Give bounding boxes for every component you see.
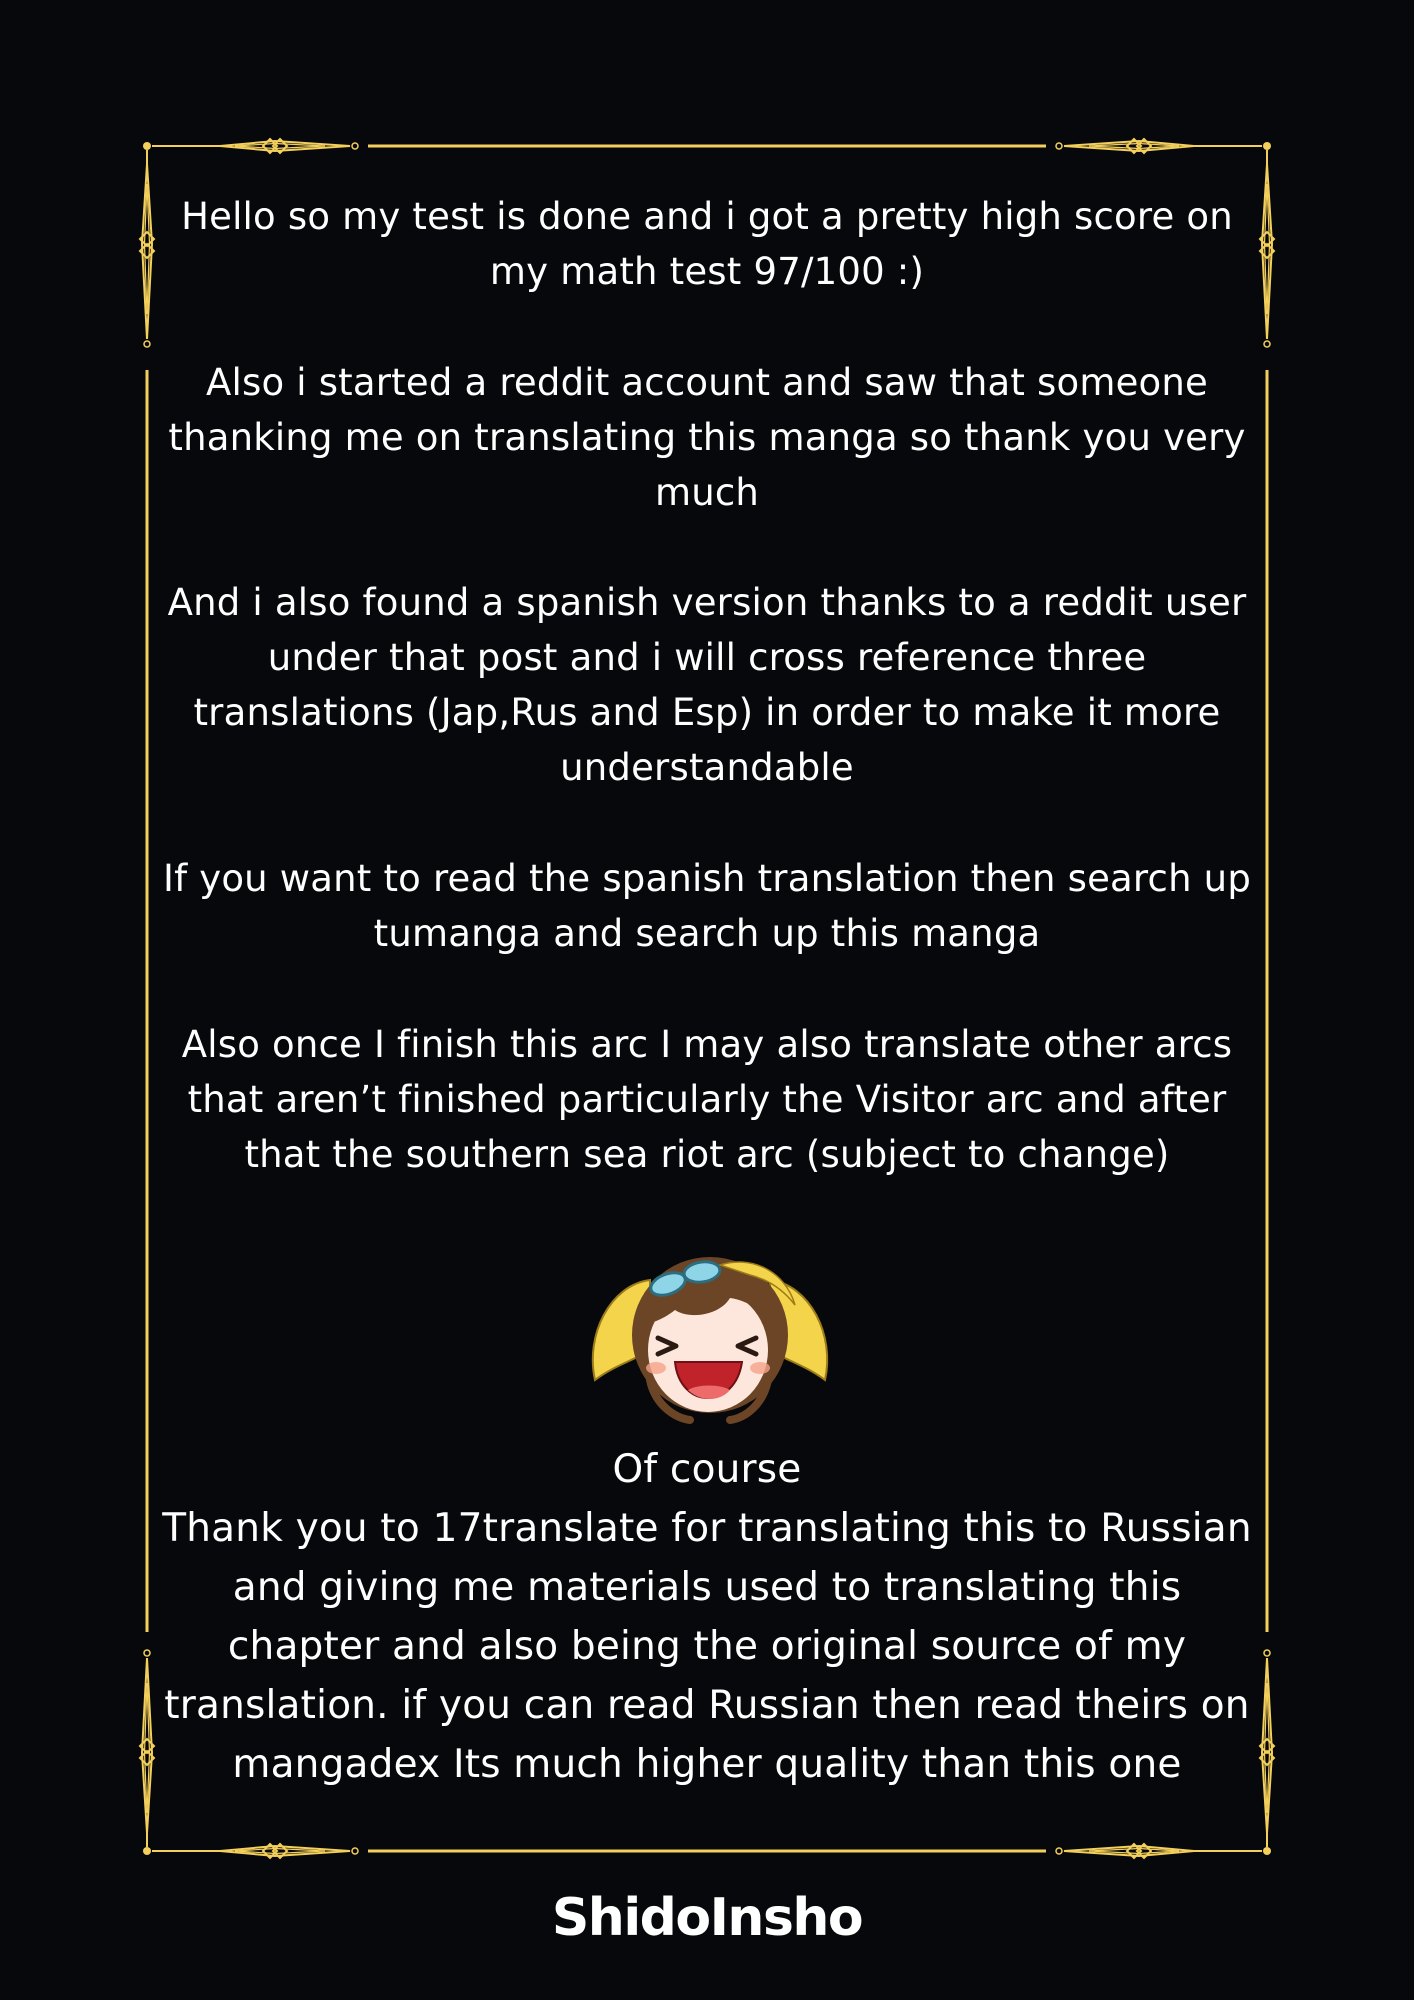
closing-heading: Of course [612, 1447, 802, 1492]
paragraph-spanish-translation-search: If you want to read the spanish translation then search up tumanga and search up this manga [162, 857, 1252, 955]
laughing-chibi-girl-icon [580, 1240, 840, 1425]
paragraph-future-arcs: Also once I finish this arc I may also translate other arcs that aren’t finished particularly the Visitor arc and after that the southern sea riot arc (subject to change) [181, 1023, 1233, 1176]
paragraph-spanish-version: And i also found a spanish version thanks to a reddit user under that post and i will cross reference three translations (Jap,Rus and Esp) in order to make it more understandable [167, 581, 1247, 789]
translator-signature: ShidoInsho [551, 1888, 863, 1948]
paragraph-test-score: Hello so my test is done and i got a pretty high score on my math test 97/100 :) [181, 195, 1233, 293]
closing-thanks-paragraph: Thank you to 17translate for translating this to Russian and giving me materials used to translating this chapter and also being the original source of my translation. if you can read Russian then read theirs on mangadex Its much higher quality than this one [162, 1506, 1252, 1787]
paragraph-reddit-thanks: Also i started a reddit account and saw that someone thanking me on translating this manga so thank you very much [168, 361, 1246, 514]
